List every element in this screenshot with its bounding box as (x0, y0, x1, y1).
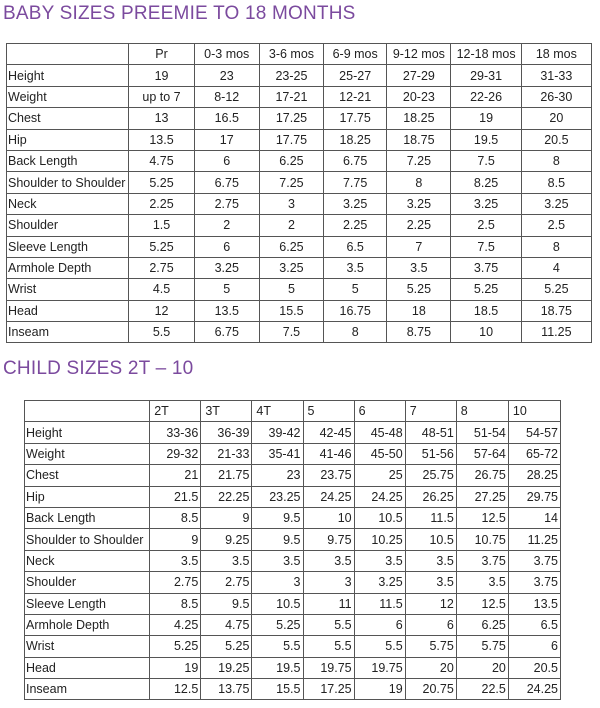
table-cell: 6.25 (456, 614, 508, 635)
table-cell: 9.5 (201, 593, 252, 614)
table-cell: 2.25 (324, 215, 387, 236)
table-cell: 8 (324, 322, 387, 343)
table-cell: 12.5 (150, 679, 201, 700)
table-cell: 16.5 (194, 108, 259, 129)
table-cell: 65-72 (508, 443, 560, 464)
table-cell: 25-27 (324, 65, 387, 86)
column-header: 0-3 mos (194, 44, 259, 65)
column-header: 18 mos (521, 44, 591, 65)
table-cell: 22.25 (201, 486, 252, 507)
table-cell: 26-30 (521, 86, 591, 107)
table-cell: 22.5 (456, 679, 508, 700)
table-cell: 3.5 (324, 257, 387, 278)
table-cell: 5 (194, 279, 259, 300)
table-cell: 3.25 (194, 257, 259, 278)
table-cell: 20 (405, 657, 456, 678)
table-cell: 21.5 (150, 486, 201, 507)
table-cell: 24.25 (354, 486, 405, 507)
table-cell: 3.5 (252, 550, 303, 571)
table-cell: 19.25 (201, 657, 252, 678)
row-label: Hip (25, 486, 150, 507)
table-cell: 18.5 (451, 300, 521, 321)
table-cell: 11.25 (508, 529, 560, 550)
row-label: Back Length (7, 150, 129, 171)
table-row (25, 593, 561, 614)
table-cell: 23.25 (252, 486, 303, 507)
table-cell: 8.5 (150, 593, 201, 614)
table-cell: 6.75 (194, 172, 259, 193)
row-label: Neck (7, 193, 129, 214)
table-cell: 6 (508, 636, 560, 657)
child-size-table (24, 400, 561, 700)
table-cell: 7.5 (451, 150, 521, 171)
table-cell: 9 (150, 529, 201, 550)
table-cell: 9.5 (252, 529, 303, 550)
table-cell: 11.5 (354, 593, 405, 614)
table-cell: 6 (194, 236, 259, 257)
table-cell: 10 (451, 322, 521, 343)
header-corner-cell (7, 44, 129, 65)
row-label: Shoulder to Shoulder (7, 172, 129, 193)
table-cell: 2.75 (201, 572, 252, 593)
table-cell: 31-33 (521, 65, 591, 86)
table-cell: 9.5 (252, 507, 303, 528)
table-cell: 3.5 (303, 550, 354, 571)
table-cell: 12 (405, 593, 456, 614)
row-label: Chest (25, 465, 150, 486)
table-cell: 23.75 (303, 465, 354, 486)
table-cell: 3.5 (201, 550, 252, 571)
table-cell: 6.75 (194, 322, 259, 343)
table-row (7, 150, 592, 171)
table-cell: 8 (387, 172, 451, 193)
table-cell: 3.25 (451, 193, 521, 214)
table-cell: 3.25 (259, 257, 323, 278)
table-cell: 36-39 (201, 422, 252, 443)
table-cell: 5.25 (252, 614, 303, 635)
table-cell: 6 (354, 614, 405, 635)
table-cell: 3.75 (508, 572, 560, 593)
table-cell: 4 (521, 257, 591, 278)
table-cell: 41-46 (303, 443, 354, 464)
table-row (7, 172, 592, 193)
row-label: Chest (7, 108, 129, 129)
table-row (7, 193, 592, 214)
table-cell: 2 (259, 215, 323, 236)
table-cell: 2.5 (451, 215, 521, 236)
row-label: Head (25, 657, 150, 678)
row-label: Sleeve Length (25, 593, 150, 614)
table-cell: 8.25 (451, 172, 521, 193)
table-cell: 5.25 (150, 636, 201, 657)
table-cell: 3 (303, 572, 354, 593)
table-cell: 5 (324, 279, 387, 300)
table-row (7, 279, 592, 300)
table-cell: 12 (129, 300, 194, 321)
table-cell: 17-21 (259, 86, 323, 107)
table-cell: 45-50 (354, 443, 405, 464)
table-cell: 6 (405, 614, 456, 635)
table-cell: 3.5 (387, 257, 451, 278)
table-cell: 12-21 (324, 86, 387, 107)
table-cell: 1.5 (129, 215, 194, 236)
table-cell: 14 (508, 507, 560, 528)
row-label: Back Length (25, 507, 150, 528)
table-cell: 6.25 (259, 150, 323, 171)
table-row (25, 465, 561, 486)
table-cell: 6 (194, 150, 259, 171)
table-cell: 3.5 (354, 550, 405, 571)
column-header: 3-6 mos (259, 44, 323, 65)
table-cell: 9.25 (201, 529, 252, 550)
table-cell: 35-41 (252, 443, 303, 464)
table-cell: 8.5 (150, 507, 201, 528)
table-row (25, 572, 561, 593)
row-label: Head (7, 300, 129, 321)
table-cell: 13.5 (508, 593, 560, 614)
column-header: 7 (405, 401, 456, 422)
table-cell: 3.25 (521, 193, 591, 214)
table-cell: 48-51 (405, 422, 456, 443)
table-cell: 20.5 (521, 129, 591, 150)
column-header: 9-12 mos (387, 44, 451, 65)
table-cell: 54-57 (508, 422, 560, 443)
table-cell: 26.25 (405, 486, 456, 507)
table-row (25, 486, 561, 507)
table-row (25, 614, 561, 635)
table-cell: 17 (194, 129, 259, 150)
row-label: Inseam (7, 322, 129, 343)
table-cell: 12.5 (456, 507, 508, 528)
table-cell: 5.25 (129, 172, 194, 193)
table-cell: 6.5 (324, 236, 387, 257)
table-cell: 15.5 (252, 679, 303, 700)
table-cell: 3.75 (508, 550, 560, 571)
table-row (25, 657, 561, 678)
table-cell: 7 (387, 236, 451, 257)
child-header-row (25, 401, 561, 422)
table-row (25, 507, 561, 528)
row-label: Sleeve Length (7, 236, 129, 257)
table-cell: 18.75 (387, 129, 451, 150)
table-cell: 21.75 (201, 465, 252, 486)
row-label: Shoulder to Shoulder (25, 529, 150, 550)
table-cell: 27.25 (456, 486, 508, 507)
table-cell: 5.5 (303, 636, 354, 657)
table-cell: 18.75 (521, 300, 591, 321)
table-cell: 24.25 (508, 679, 560, 700)
table-cell: 17.75 (259, 129, 323, 150)
child-sizes-title: CHILD SIZES 2T – 10 (3, 358, 194, 379)
table-cell: 5.25 (201, 636, 252, 657)
table-cell: 29-32 (150, 443, 201, 464)
table-row (25, 422, 561, 443)
table-cell: 13 (129, 108, 194, 129)
column-header: 5 (303, 401, 354, 422)
column-header: 8 (456, 401, 508, 422)
table-cell: 17.25 (259, 108, 323, 129)
table-row (7, 215, 592, 236)
table-cell: 45-48 (354, 422, 405, 443)
table-cell: 20-23 (387, 86, 451, 107)
table-cell: 29-31 (451, 65, 521, 86)
table-cell: 19.75 (354, 657, 405, 678)
baby-size-table (6, 43, 592, 343)
table-cell: 13.5 (129, 129, 194, 150)
table-cell: 10.5 (252, 593, 303, 614)
row-label: Hip (7, 129, 129, 150)
row-label: Neck (25, 550, 150, 571)
table-row (7, 86, 592, 107)
table-cell: 10.25 (354, 529, 405, 550)
table-cell: 5.5 (129, 322, 194, 343)
table-cell: 3.5 (456, 572, 508, 593)
table-cell: 10 (303, 507, 354, 528)
table-cell: 18.25 (387, 108, 451, 129)
table-cell: 3.75 (451, 257, 521, 278)
table-cell: 12.5 (456, 593, 508, 614)
table-cell: 4.75 (201, 614, 252, 635)
column-header: 4T (252, 401, 303, 422)
header-corner-cell (25, 401, 150, 422)
table-cell: 33-36 (150, 422, 201, 443)
table-cell: 18.25 (324, 129, 387, 150)
table-cell: 11 (303, 593, 354, 614)
table-cell: 11.25 (521, 322, 591, 343)
table-cell: 23-25 (259, 65, 323, 86)
table-row (7, 129, 592, 150)
row-label: Wrist (7, 279, 129, 300)
table-row (7, 236, 592, 257)
table-cell: 7.75 (324, 172, 387, 193)
table-cell: 8 (521, 236, 591, 257)
row-label: Weight (25, 443, 150, 464)
table-cell: 4.25 (150, 614, 201, 635)
table-row (7, 65, 592, 86)
row-label: Inseam (25, 679, 150, 700)
table-cell: 6.75 (324, 150, 387, 171)
table-cell: 42-45 (303, 422, 354, 443)
row-label: Shoulder (25, 572, 150, 593)
table-cell: 22-26 (451, 86, 521, 107)
table-cell: 21-33 (201, 443, 252, 464)
column-header: 6-9 mos (324, 44, 387, 65)
table-cell: 6.25 (259, 236, 323, 257)
table-cell: 2.25 (387, 215, 451, 236)
table-cell: 11.5 (405, 507, 456, 528)
table-cell: 3.75 (456, 550, 508, 571)
table-cell: 3.5 (405, 550, 456, 571)
table-cell: 29.75 (508, 486, 560, 507)
table-cell: 10.5 (405, 529, 456, 550)
table-cell: 5.25 (129, 236, 194, 257)
table-cell: 19 (354, 679, 405, 700)
table-cell: 3.25 (387, 193, 451, 214)
table-cell: 51-56 (405, 443, 456, 464)
table-cell: 25.75 (405, 465, 456, 486)
table-cell: 20.75 (405, 679, 456, 700)
table-row (7, 108, 592, 129)
table-row (25, 529, 561, 550)
column-header: 12-18 mos (451, 44, 521, 65)
table-cell: 5.75 (456, 636, 508, 657)
table-cell: 2.5 (521, 215, 591, 236)
table-cell: 23 (194, 65, 259, 86)
table-cell: 9 (201, 507, 252, 528)
table-cell: 7.5 (451, 236, 521, 257)
table-cell: 21 (150, 465, 201, 486)
row-label: Wrist (25, 636, 150, 657)
table-cell: 3.25 (354, 572, 405, 593)
table-cell: 8-12 (194, 86, 259, 107)
table-cell: 20 (521, 108, 591, 129)
table-cell: 20 (456, 657, 508, 678)
table-cell: 3.5 (405, 572, 456, 593)
table-cell: 7.5 (259, 322, 323, 343)
row-label: Armhole Depth (25, 614, 150, 635)
table-cell: 3 (259, 193, 323, 214)
table-cell: 19.75 (303, 657, 354, 678)
baby-header-row (7, 44, 592, 65)
row-label: Shoulder (7, 215, 129, 236)
table-cell: 19.5 (451, 129, 521, 150)
table-cell: 2.75 (194, 193, 259, 214)
table-cell: 4.5 (129, 279, 194, 300)
table-cell: 20.5 (508, 657, 560, 678)
table-cell: 13.5 (194, 300, 259, 321)
column-header: Pr (129, 44, 194, 65)
column-header: 10 (508, 401, 560, 422)
column-header: 3T (201, 401, 252, 422)
table-cell: 2.25 (129, 193, 194, 214)
table-cell: 17.75 (324, 108, 387, 129)
table-cell: 51-54 (456, 422, 508, 443)
column-header: 2T (150, 401, 201, 422)
table-cell: 10.5 (354, 507, 405, 528)
table-row (7, 257, 592, 278)
table-cell: 4.75 (129, 150, 194, 171)
table-cell: 57-64 (456, 443, 508, 464)
row-label: Height (7, 65, 129, 86)
table-cell: 2.75 (150, 572, 201, 593)
table-cell: 2 (194, 215, 259, 236)
row-label: Weight (7, 86, 129, 107)
table-cell: 26.75 (456, 465, 508, 486)
table-cell: 5.5 (354, 636, 405, 657)
table-cell: 5.25 (521, 279, 591, 300)
table-cell: 10.75 (456, 529, 508, 550)
table-cell: 23 (252, 465, 303, 486)
table-cell: 8.75 (387, 322, 451, 343)
table-cell: 3.5 (150, 550, 201, 571)
table-cell: 8.5 (521, 172, 591, 193)
table-row (7, 322, 592, 343)
table-cell: 3 (252, 572, 303, 593)
table-cell: 24.25 (303, 486, 354, 507)
column-header: 6 (354, 401, 405, 422)
table-cell: 19.5 (252, 657, 303, 678)
table-cell: 5.5 (252, 636, 303, 657)
table-cell: up to 7 (129, 86, 194, 107)
table-row (25, 679, 561, 700)
table-cell: 5.25 (387, 279, 451, 300)
table-cell: 5 (259, 279, 323, 300)
table-cell: 16.75 (324, 300, 387, 321)
table-cell: 19 (150, 657, 201, 678)
table-cell: 7.25 (259, 172, 323, 193)
table-cell: 6.5 (508, 614, 560, 635)
table-cell: 7.25 (387, 150, 451, 171)
table-cell: 27-29 (387, 65, 451, 86)
table-cell: 5.5 (303, 614, 354, 635)
table-cell: 5.25 (451, 279, 521, 300)
table-row (25, 636, 561, 657)
table-row (7, 300, 592, 321)
table-cell: 39-42 (252, 422, 303, 443)
row-label: Height (25, 422, 150, 443)
row-label: Armhole Depth (7, 257, 129, 278)
table-cell: 19 (129, 65, 194, 86)
table-cell: 19 (451, 108, 521, 129)
table-cell: 28.25 (508, 465, 560, 486)
table-cell: 5.75 (405, 636, 456, 657)
table-cell: 2.75 (129, 257, 194, 278)
table-cell: 18 (387, 300, 451, 321)
table-cell: 8 (521, 150, 591, 171)
baby-sizes-title: BABY SIZES PREEMIE TO 18 MONTHS (3, 3, 356, 24)
table-row (25, 550, 561, 571)
table-cell: 25 (354, 465, 405, 486)
table-row (25, 443, 561, 464)
table-cell: 15.5 (259, 300, 323, 321)
table-cell: 17.25 (303, 679, 354, 700)
table-cell: 13.75 (201, 679, 252, 700)
table-cell: 3.25 (324, 193, 387, 214)
table-cell: 9.75 (303, 529, 354, 550)
